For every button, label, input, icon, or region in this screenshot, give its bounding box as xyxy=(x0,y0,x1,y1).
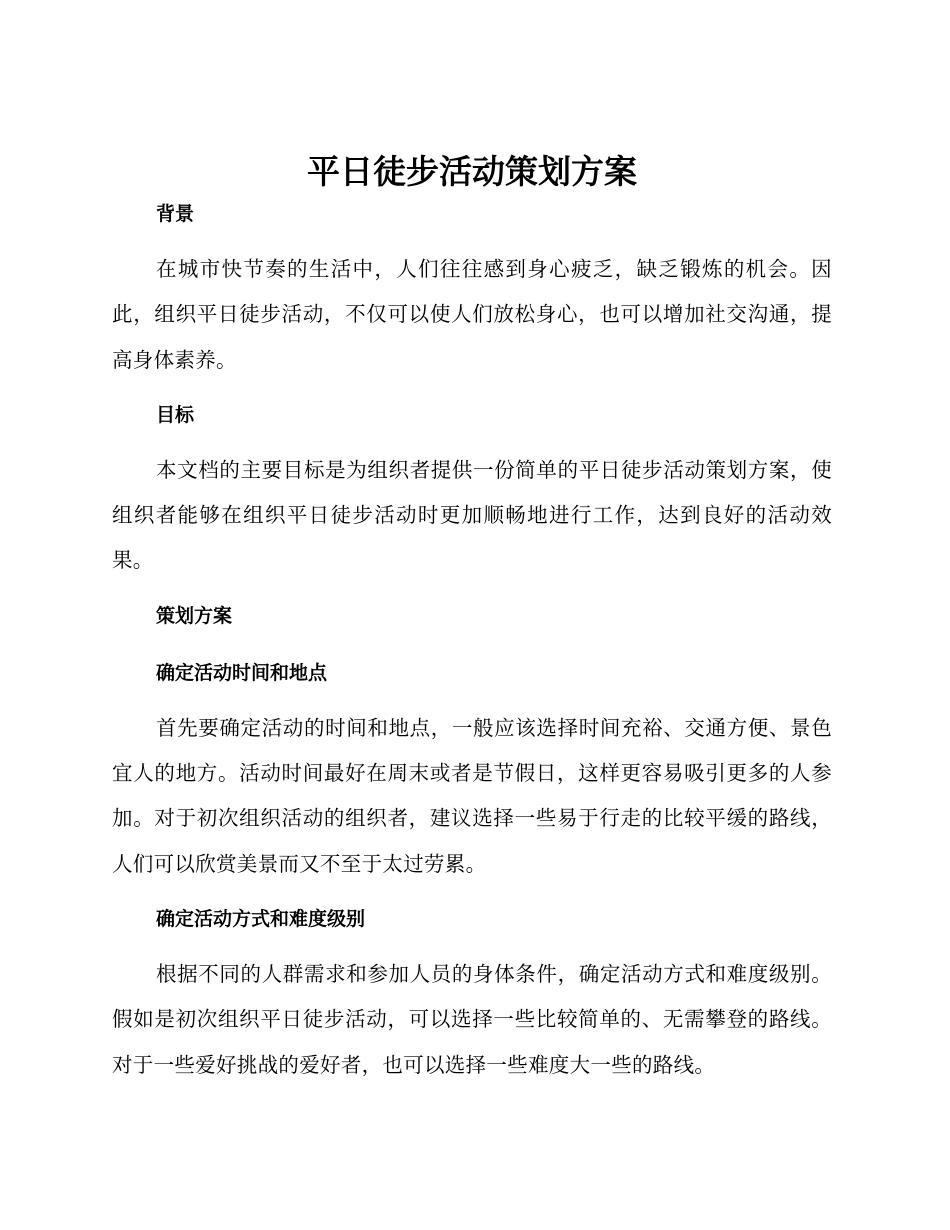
paragraph-mode-difficulty: 根据不同的人群需求和参加人员的身体条件，确定活动方式和难度级别。假如是初次组织平日徒步活动，可以选择一些比较简单的、无需攀登的路线。对于一些爱好挑战的爱好者，也可以选择一些难度大一些的路线。 xyxy=(112,961,832,1077)
paragraph-background: 在城市快节奏的生活中，人们往往感到身心疲乏，缺乏锻炼的机会。因此，组织平日徒步活动，不仅可以使人们放松身心，也可以增加社交沟通，提高身体素养。 xyxy=(112,257,832,372)
heading-time-place: 确定活动时间和地点 xyxy=(156,661,328,684)
heading-background: 背景 xyxy=(156,203,195,225)
paragraph-goal: 本文档的主要目标是为组织者提供一份简单的平日徒步活动策划方案，使组织者能够在组织平日徒步活动时更加顺畅地进行工作，达到良好的活动效果。 xyxy=(112,457,832,573)
heading-mode-difficulty: 确定活动方式和难度级别 xyxy=(156,907,366,930)
document-page xyxy=(112,148,832,1088)
heading-goal: 目标 xyxy=(156,403,195,426)
paragraph-time-place: 首先要确定活动的时间和地点，一般应该选择时间充裕、交通方便、景色宜人的地方。活动时间最好在周末或者是节假日，这样更容易吸引更多的人参加。对于初次组织活动的组织者，建议选择一些易于行走的比较平缓的路线，人们可以欣赏美景而又不至于太过劳累。 xyxy=(112,715,832,876)
heading-plan: 策划方案 xyxy=(156,604,233,627)
document-title: 平日徒步活动策划方案 xyxy=(307,152,637,191)
